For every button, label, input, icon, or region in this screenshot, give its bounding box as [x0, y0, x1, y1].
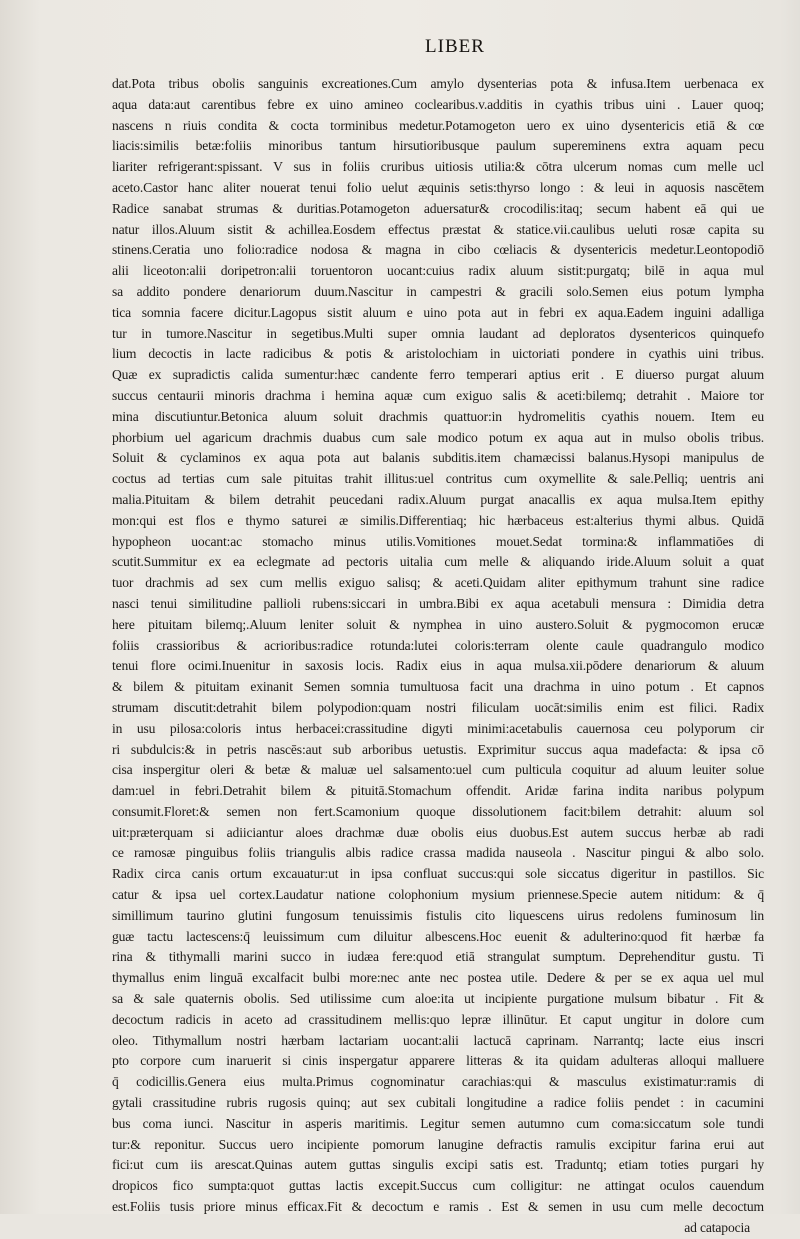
text-line: fici:ut cum iis arescat.Quinas autem guttas singulis excipi satis est. Traduntq; etiam toties purgari hy — [112, 1157, 764, 1173]
text-line: thymallus enim linguā excalfacit bulbi more:nec ante nec postea utile. Dedere & per se ex aqua uel mul — [112, 970, 764, 986]
text-line: here pituitam bilemq;.Aluum leniter soluit & nymphea in uino austero.Soluit & pygmocomon erucæ — [112, 616, 764, 632]
text-line: tica somnia facere dicitur.Lagopus sistit aluum e uino pota aut in febri ex aqua.Eadem inguini adalliga — [112, 304, 764, 320]
text-line: coctus ad tertias cum sale pituitas trahit illitus:uel contritus cum oxymellite & sale.Pelliq; uentris ani — [112, 471, 764, 487]
text-line: Quæ ex supradictis calida sumentur:hæc candente ferro temperari aptius erit . E diuerso purgat aluum — [112, 367, 764, 383]
text-line: lium decoctis in lacte radicibus & potis & aristolochiam in uictoriati pondere in cyathis uini tribus. — [112, 346, 764, 362]
text-line: q̄ codicillis.Genera eius multa.Primus cognominatur carachias:qui & masculus existimatur:ramis di — [112, 1074, 764, 1090]
text-line: est.Foliis tusis priore minus efficax.Fit & decoctum e ramis . Est & semen in usu cum melle decoctum — [112, 1199, 764, 1215]
text-line: sa & sale quaternis obolis. Sed utilissime cum aloe:ita ut incipiente purgatione mulsum bibatur . Fit & — [112, 991, 764, 1007]
text-line: nasci tenui similitudine pallioli rubens:siccari in umbra.Bibi ex aqua acetabuli mensura : Dimidia detra — [112, 595, 764, 611]
text-line: natur illos.Aluum sistit & achillea.Eosdem effectus præstat & statice.vii.caulibus ueluti rosæ capita su — [112, 221, 764, 237]
text-line: aceto.Castor hanc aliter nouerat tenui folio uelut æquinis setis:thyrso longo : & leui in aquosis nascētem — [112, 179, 764, 195]
text-line: rina & tithymalli marini succo in iudæa fere:quod etiā strangulat sumptum. Deprehenditur gustu. Ti — [112, 949, 764, 965]
text-line: Radice sanabat strumas & duritias.Potamogeton aduersatur& crocodilis:itaq; secum habent eā qui ue — [112, 200, 764, 216]
text-line: catur & ipsa uel cortex.Laudatur natione colophonium mysium priennese.Specie autem nitidum: & q̄ — [112, 887, 764, 903]
text-line: stinens.Ceratia uno folio:radice nodosa & magna in cibo cœliacis & dysentericis medetur.Leontopodiō — [112, 242, 764, 258]
text-line: liariter refrigerant:spissant. V sus in foliis cruribus uitiosis utilia:& cōtra ulcerum nomas cum melle ucl — [112, 159, 764, 175]
text-line: scutit.Summitur ex ea eclegmate ad pectoris uitalia cum melle & aliquando iride.Aluum soluit a quat — [112, 554, 764, 570]
text-line: sa addito pondere denariorum duum.Nascitur in campestri & gracili solo.Semen eius potum lympha — [112, 283, 764, 299]
text-line: guæ tactu lactescens:q̄ leuissimum cum diluitur albescens.Hoc euenit & adulterino:quod fit hærbæ fa — [112, 928, 764, 944]
body-text — [112, 74, 764, 1239]
text-line: Soluit & cyclaminos ex aqua pota aut balanis subditis.item chamæcissi balanus.Hysopi manipulus de — [112, 450, 764, 466]
text-line: malia.Pituitam & bilem detrahit peucedani radix.Aluum purgat anacallis ex aqua mulsa.Item epithy — [112, 491, 764, 507]
text-line: dat.Pota tribus obolis sanguinis excreationes.Cum amylo dysenterias pota & infusa.Item uerbenaca ex — [112, 76, 764, 91]
text-line: foliis crassioribus & acrioribus:radice rotunda:lutei coloris:terram olente caule quadrangulo modico — [112, 637, 764, 653]
text-line: mina discutiuntur.Betonica aluum soluit drachmis quattuor:in hydromelitis cyathis nouem. Item eu — [112, 408, 764, 424]
text-line: pto corpore cum inaruerit si cinis inspergatur apparere litteras & ita quidam adulteras alloqui malluere — [112, 1053, 764, 1069]
text-line: cisa inspergitur oleri & betæ & maluæ uel salsamento:uel cum pulticula coquitur ad aluum leuiter solue — [112, 762, 764, 778]
text-line: in usu pilosa:coloris intus herbacei:crassitudine digyti minimi:acetabulis cauernosa ceu polyporum cir — [112, 720, 764, 736]
text-line: Radix circa canis ortum excauatur:ut in ipsa confluat succus:qui sole siccatus digeritur in pastillos. Sic — [112, 866, 764, 882]
text-line: nascens n riuis condita & cocta torminibus medetur.Potamogeton uero ex uino dysentericis etiā & cœ — [112, 117, 764, 133]
text-line: alii liceoton:alii doripetron:alii toruentoron uocant:cuius radix aluum sistit:purgatq; bilē in aqua mul — [112, 263, 764, 279]
text-line: uit:præterquam si adiiciantur aloes drachmæ duæ obolis eius duobus.Est autem succus herbæ ab radi — [112, 824, 764, 840]
catchword: ad catapocia — [684, 1219, 750, 1235]
text-line: oleo. Tithymallum nostri hærbam lactariam uocant:alii lactucā caprinam. Narrantq; lacte eius inscri — [112, 1032, 764, 1048]
running-title: LIBER — [425, 36, 485, 57]
text-line: tur:& reponitur. Succus uero incipiente pomorum lanugine defractis ramulis excipitur farina erui aut — [112, 1136, 764, 1152]
text-line: phorbium uel agaricum drachmis duabus cum sale modico potum ex aqua aut in mulso obolis tribus. — [112, 429, 764, 445]
text-line: simillimum taurino glutini fungosum tenuissimis fistulis cito liquescens uirus redolens fuminosum lin — [112, 907, 764, 923]
text-line: tur in tumore.Nascitur in segetibus.Multi super omnia laudant ad deploratos dysentericos quinquefo — [112, 325, 764, 341]
text-line: mon:qui est flos e thymo saturei æ similis.Differentiaq; hic hærbaceus est:alterius thymi albus. Quidā — [112, 512, 764, 528]
text-line: aqua data:aut carentibus febre ex uino amineo coclearibus.v.additis in cyathis tribus uini . Lauer quoq; — [112, 96, 764, 112]
text-line: ri subdulcis:& in petris nascēs:aut sub arboribus uetustis. Exprimitur succus aqua madefacta: & ipsa cō — [112, 741, 764, 757]
text-line: consumit.Floret:& semen non fert.Scamonium quoque dissolutionem facit:bilem detrahit: aluum sol — [112, 803, 764, 819]
text-line: & bilem & pituitam exinanit Semen somnia tumultuosa facit una drachma in uino potum . Et capnos — [112, 679, 764, 695]
text-line: hypopheon uocant:ac stomacho minus utilis.Vomitiones mouet.Sedat tormina:& inflammatiōes di — [112, 533, 764, 549]
text-line: succus centaurii minoris drachma i hemina aquæ cum exiguo salis & aceti:bilemq; detrahit . Maiore tor — [112, 387, 764, 403]
text-line: gytali crassitudine rubris rugosis quinq; aut sex cubitali longitudine a radice foliis pendet : in cacumini — [112, 1095, 764, 1111]
text-line: dam:uel in febri.Detrahit bilem & pituitā.Stomachum offendit. Aridæ farina indita naribus polypum — [112, 783, 764, 799]
text-line: strumam discutit:detrahit bilem polypodion:quam nostri filiculam uocāt:similis enim est filici. Radix — [112, 699, 764, 715]
text-line: liacis:similis betæ:foliis minoribus tantum hirsutioribusque paulum supereminens extra aquam pecu — [112, 138, 764, 154]
text-line: tenui flore ocimi.Inuenitur in saxosis locis. Radix eius in aqua mulsa.xii.pōdere denariorum & aluum — [112, 658, 764, 674]
text-line: dropicos fico sumpta:quot guttas lactis excepit.Succus cum colligitur: ne attingat oculos cauendum — [112, 1178, 764, 1194]
text-line: ce ramosæ pinguibus foliis triangulis albis radice crassa madida nauseola . Nascitur pingui & albo solo. — [112, 845, 764, 861]
text-line: tuor drachmis ad sex cum mellis exiguo salisq; & aceti.Quidam aliter epithymum trahunt sine radice — [112, 575, 764, 591]
text-line: bus coma iunci. Nascitur in asperis maritimis. Legitur semen autumno cum coma:siccatum sole tundi — [112, 1115, 764, 1131]
text-line: decoctum radicis in aceto ad crassitudinem mellis:quo lepræ illinūtur. Et caput ungitur in dolore cum — [112, 1011, 764, 1027]
